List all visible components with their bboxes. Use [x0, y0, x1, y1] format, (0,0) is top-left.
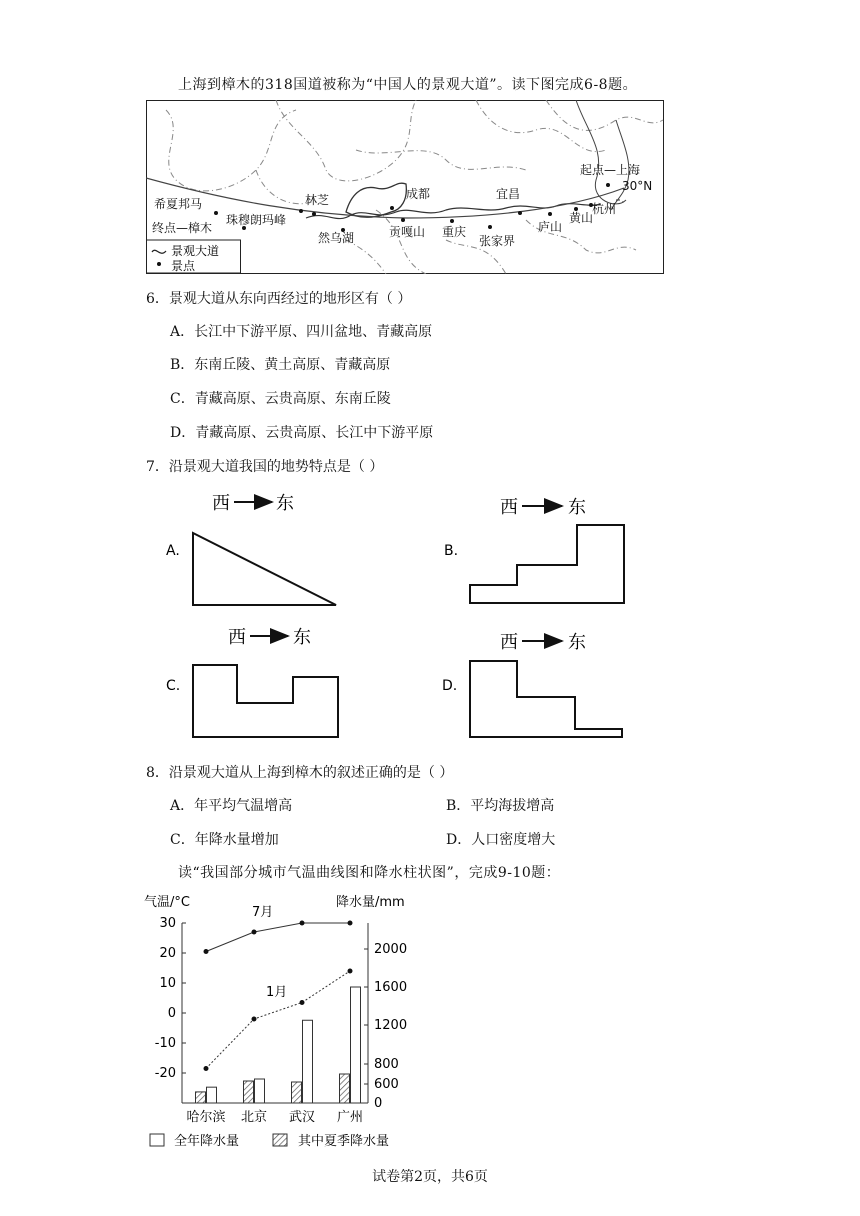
chart-legend: [150, 1133, 389, 1149]
y-left-tick-label: -10: [154, 1036, 176, 1051]
bar-annual-precip: [207, 1087, 217, 1103]
legend-spot: 景点: [171, 259, 196, 273]
q7-b-west: 西: [500, 497, 518, 518]
intro-text-6-8: 上海到樟木的318国道被称为“中国人的景观大道”。读下图完成6-8题。: [178, 77, 638, 93]
y-right-tick-label: 0: [374, 1096, 383, 1111]
point-january: [348, 969, 353, 974]
q7-option-a[interactable]: [166, 493, 336, 605]
q7-d-west: 西: [500, 632, 518, 653]
y-right-tick-label: 1600: [374, 980, 408, 995]
climate-chart: [140, 888, 430, 1158]
q7-option-b[interactable]: [444, 497, 624, 603]
y-right-label: 降水量/mm: [336, 895, 405, 910]
q7-stem: 7．沿景观大道我国的地势特点是（ ）: [146, 459, 384, 475]
label-30n: 30°N: [622, 179, 653, 193]
label-ranwuhu: 然乌湖: [318, 231, 355, 245]
map-legend: [147, 240, 241, 273]
q7-d-east: 东: [568, 632, 586, 653]
label-zhangmu: 终点—樟木: [152, 221, 213, 235]
label-july: 7月: [252, 905, 274, 920]
bar-summer-precip: [340, 1074, 350, 1103]
legend-annual: 全年降水量: [174, 1134, 240, 1149]
bar-annual-precip: [303, 1020, 313, 1103]
point-january: [252, 1017, 257, 1022]
y-left-label: 气温/°C: [144, 895, 190, 910]
q7-d-profile: [470, 661, 622, 737]
legend-summer-swatch: [273, 1134, 287, 1146]
label-chengdu: 成都: [406, 187, 431, 201]
q6-option-d[interactable]: D．青藏高原、云贵高原、长江中下游平原: [170, 425, 434, 441]
q7-c-letter: C.: [166, 678, 181, 694]
category-label: 北京: [240, 1110, 268, 1125]
point-july: [204, 949, 209, 954]
q8-option-a[interactable]: A．年平均气温增高: [170, 798, 293, 814]
category-label: 哈尔滨: [186, 1110, 226, 1125]
point-july: [300, 921, 305, 926]
bar-summer-precip: [292, 1082, 302, 1103]
q7-c-east: 东: [293, 627, 311, 648]
spot-legend-icon: [157, 262, 161, 266]
point-july: [252, 930, 257, 935]
bar-annual-precip: [255, 1079, 265, 1103]
q7-diagrams: [160, 485, 640, 745]
bar-summer-precip: [244, 1081, 254, 1103]
q7-a-west: 西: [212, 493, 230, 514]
label-zhangjiajie: 张家界: [479, 234, 516, 248]
y-left-tick-label: 0: [167, 1006, 176, 1021]
label-lushan: 庐山: [538, 220, 563, 234]
q7-b-east: 东: [568, 497, 586, 518]
legend-annual-swatch: [150, 1134, 164, 1146]
bar-summer-precip: [196, 1092, 206, 1103]
q8-option-d[interactable]: D．人口密度增大: [446, 832, 556, 848]
label-zhumulangma: 珠穆朗玛峰: [226, 213, 287, 227]
legend-road: 景观大道: [171, 244, 220, 258]
label-linzhi: 林芝: [305, 193, 330, 207]
q7-b-profile: [470, 525, 624, 603]
y-left-tick-label: -20: [154, 1066, 176, 1081]
q6-stem: 6．景观大道从东向西经过的地形区有（ ）: [146, 291, 412, 307]
y-right-tick-label: 1200: [374, 1018, 408, 1033]
y-left-tick-label: 30: [159, 916, 176, 931]
q7-c-west: 西: [228, 627, 246, 648]
label-xixiabangma: 希夏邦马: [154, 197, 203, 211]
q7-option-d[interactable]: [442, 632, 622, 737]
q7-c-profile: [193, 665, 338, 737]
label-chongqing: 重庆: [442, 225, 467, 239]
bar-annual-precip: [351, 987, 361, 1103]
q7-d-letter: D.: [442, 678, 458, 694]
page-footer: 试卷第2页，共6页: [372, 1169, 488, 1185]
route-318-map: [146, 100, 664, 274]
y-left-tick-label: 20: [159, 946, 176, 961]
intro-text-9-10: 读“我国部分城市气温曲线图和降水柱状图”，完成9-10题：: [178, 865, 561, 881]
category-label: 武汉: [288, 1110, 316, 1125]
label-hangzhou: 杭州: [592, 202, 617, 216]
legend-summer: 其中夏季降水量: [298, 1134, 390, 1149]
q7-a-profile: [193, 533, 336, 605]
y-left-tick-label: 10: [159, 976, 176, 991]
q8-stem: 8．沿景观大道从上海到樟木的叙述正确的是（ ）: [146, 765, 454, 781]
q7-option-c[interactable]: [166, 627, 338, 737]
line-july: [206, 923, 350, 952]
label-january: 1月: [266, 985, 288, 1000]
q6-option-a[interactable]: A．长江中下游平原、四川盆地、青藏高原: [170, 324, 433, 340]
y-right-tick-label: 2000: [374, 942, 408, 957]
q7-a-east: 东: [276, 493, 294, 514]
y-right-tick-label: 600: [374, 1077, 399, 1092]
label-yichang: 宜昌: [496, 187, 521, 201]
q8-option-c[interactable]: C．年降水量增加: [170, 832, 279, 848]
q6-option-c[interactable]: C．青藏高原、云贵高原、东南丘陵: [170, 391, 391, 407]
q6-option-b[interactable]: B．东南丘陵、黄土高原、青藏高原: [170, 357, 391, 373]
label-gonggashan: 贡嘎山: [389, 225, 426, 239]
q7-b-letter: B.: [444, 543, 459, 559]
point-july: [348, 921, 353, 926]
label-huangshan: 黄山: [569, 211, 594, 225]
q7-a-letter: A.: [166, 543, 180, 559]
label-shanghai: 起点—上海: [580, 163, 641, 177]
point-january: [300, 1000, 305, 1005]
category-label: 广州: [336, 1110, 364, 1125]
point-january: [204, 1066, 209, 1071]
y-right-tick-label: 800: [374, 1057, 399, 1072]
q8-option-b[interactable]: B．平均海拔增高: [446, 798, 555, 814]
